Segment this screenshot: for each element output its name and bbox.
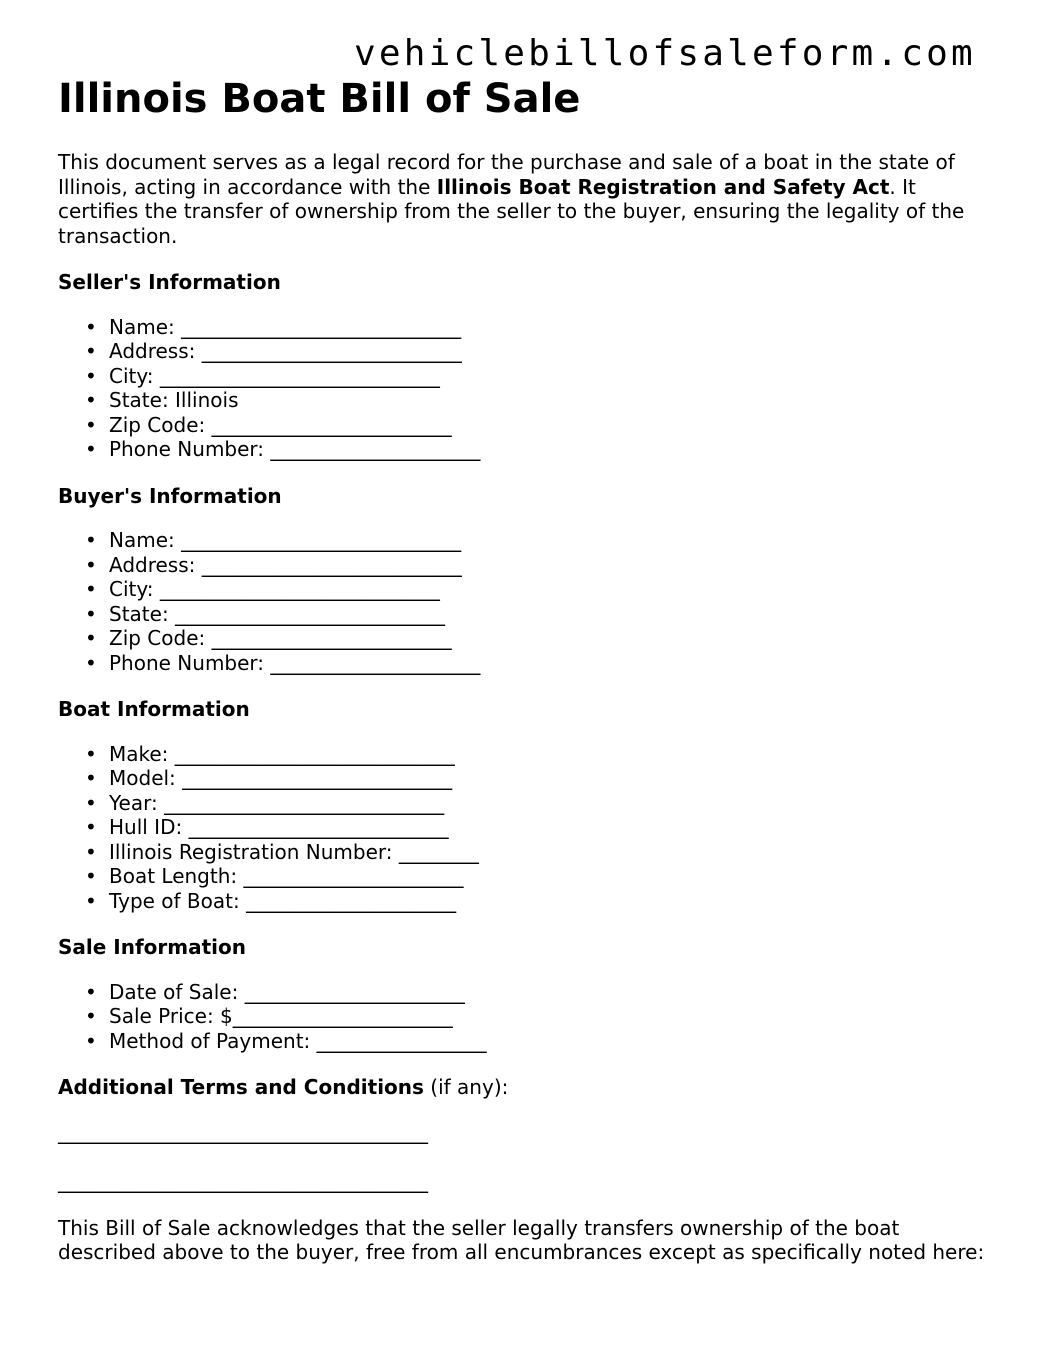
bullet-icon: • [85, 626, 97, 650]
intro-text-start: This document serves as a legal record for the purchase and sale of a boat in the state of Illinois, acting in accordance with the [58, 150, 955, 199]
bullet-icon: • [85, 741, 97, 766]
bullet-icon: • [85, 314, 97, 339]
bullet-icon: • [85, 1028, 97, 1053]
bullet-icon: • [85, 766, 97, 790]
bullet-icon: • [85, 790, 97, 815]
bullet-icon: • [85, 339, 97, 363]
boat-year-field[interactable]: • Year: ____________________________ [85, 790, 445, 815]
bullet-icon: • [85, 888, 97, 913]
bullet-icon: • [85, 650, 97, 675]
buyer-phone-field[interactable]: • Phone Number: _____________________ [85, 650, 481, 675]
seller-fields-list [58, 315, 998, 462]
boat-section-title: Boat Information [58, 697, 250, 721]
seller-name-field[interactable]: • Name: ____________________________ [85, 314, 462, 339]
bullet-icon: • [85, 437, 97, 461]
bullet-icon: • [85, 1004, 97, 1028]
buyer-address-field[interactable]: • Address: __________________________ [85, 552, 462, 577]
boat-model-field[interactable]: • Model: ___________________________ [85, 766, 453, 790]
sale-section-title: Sale Information [58, 935, 246, 959]
seller-address-field[interactable]: • Address: __________________________ [85, 339, 462, 363]
intro-act-name: Illinois Boat Registration and Safety Act [436, 174, 890, 199]
document-title: Illinois Boat Bill of Sale [58, 76, 581, 122]
sale-price-field[interactable]: • Sale Price: $______________________ [85, 1004, 453, 1028]
intro-text-end: . It certifies the transfer of ownership from the seller to the buyer, ensuring the legality of the transaction. [58, 174, 965, 248]
bill-of-sale-document [58, 72, 998, 1265]
bullet-icon: • [85, 363, 97, 388]
bullet-icon: • [85, 864, 97, 888]
bullet-icon: • [85, 412, 97, 437]
bullet-icon: • [85, 601, 97, 626]
seller-state-field: • State: Illinois [85, 388, 239, 412]
bullet-icon: • [85, 839, 97, 864]
boat-length-field[interactable]: • Boat Length: ______________________ [85, 864, 464, 888]
buyer-zip-field[interactable]: • Zip Code: ________________________ [85, 626, 452, 650]
closing-paragraph: This Bill of Sale acknowledges that the seller legally transfers ownership of the boat described above to the buyer, free from all encumbrances except as specifically noted here: [58, 1215, 985, 1264]
seller-phone-field[interactable]: • Phone Number: _____________________ [85, 437, 481, 461]
bullet-icon: • [85, 528, 97, 552]
buyer-city-field[interactable]: • City: ____________________________ [85, 577, 440, 601]
payment-method-field[interactable]: • Method of Payment: _________________ [85, 1028, 487, 1053]
bullet-icon: • [85, 552, 97, 577]
bullet-icon: • [85, 388, 97, 412]
buyer-fields-list [58, 528, 998, 675]
additional-terms-line-1[interactable]: _____________________________________ [58, 1119, 428, 1144]
sale-date-field[interactable]: • Date of Sale: ______________________ [85, 979, 465, 1004]
seller-section-title: Seller's Information [58, 270, 281, 294]
buyer-name-field[interactable]: • Name: ____________________________ [85, 528, 462, 552]
buyer-section-title: Buyer's Information [58, 483, 282, 508]
additional-terms-title: Additional Terms and Conditions (if any): [58, 1075, 509, 1099]
bullet-icon: • [85, 815, 97, 839]
boat-type-field[interactable]: • Type of Boat: _____________________ [85, 888, 457, 913]
intro-paragraph [58, 150, 998, 248]
sale-fields-list [58, 980, 998, 1054]
boat-fields-list [58, 742, 998, 914]
bullet-icon: • [85, 979, 97, 1004]
seller-city-field[interactable]: • City: ____________________________ [85, 363, 440, 388]
boat-registration-number-field[interactable]: • Illinois Registration Number: ________ [85, 839, 479, 864]
boat-make-field[interactable]: • Make: ____________________________ [85, 741, 455, 766]
additional-terms-note: (if any): [423, 1075, 509, 1099]
buyer-state-field[interactable]: • State: ___________________________ [85, 601, 446, 626]
bullet-icon: • [85, 577, 97, 601]
additional-terms-line-2[interactable]: _____________________________________ [58, 1169, 428, 1193]
boat-hull-id-field[interactable]: • Hull ID: __________________________ [85, 815, 449, 839]
website-watermark: vehiclebillofsaleform.com [354, 33, 976, 74]
seller-zip-field[interactable]: • Zip Code: ________________________ [85, 412, 452, 437]
